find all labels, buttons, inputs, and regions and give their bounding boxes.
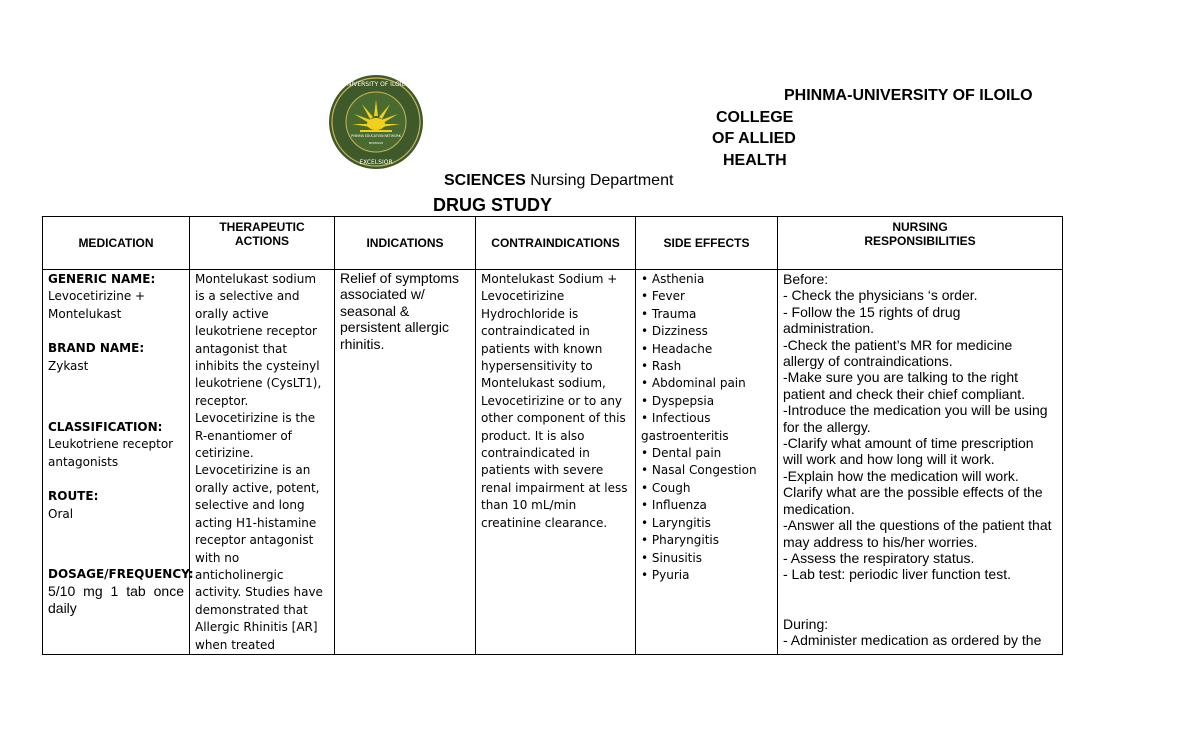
nursing-line: for the allergy. [783,418,871,435]
college-line-3: HEALTH [723,152,787,169]
classification-value: Leukotriene receptor antagonists [48,437,174,469]
nursing-line: Before: [783,271,829,287]
header-medication: MEDICATION [43,217,190,270]
side-effect-item: • Influenza [641,497,772,514]
classification-label: CLASSIFICATION: [48,420,163,435]
side-effect-item: • Asthenia [641,271,772,288]
side-effect-item: • Dizziness [641,323,772,340]
side-effect-item: • Pyuria [641,567,772,584]
generic-name-value: Levocetirizine + Montelukast [48,289,146,321]
nursing-line: - Check the physicians ‘s order. [783,287,978,304]
nursing-line: -Check the patient’s MR for medicine [783,336,1013,353]
side-effect-item: • Trauma [641,306,772,323]
nursing-line: may address to his/her worries. [783,533,978,550]
college-line-2: OF ALLIED [712,130,796,147]
drug-study-table [42,216,1063,655]
header-indications: INDICATIONS [335,217,476,270]
side-effect-item: • Dental pain [641,445,772,462]
side-effect-item: • Fever [641,288,772,305]
side-effect-item: • Sinusitis [641,550,772,567]
table-header-row [43,217,1063,270]
header-nursing-responsibilities: NURSING RESPONSIBILITIES [778,217,1063,270]
side-effect-item: • Nasal Congestion [641,462,772,479]
svg-text:UNIVERSITY OF ILOILO: UNIVERSITY OF ILOILO [342,81,410,88]
svg-text:MCMXLVII: MCMXLVII [368,141,384,145]
nursing-responsibilities-list [778,270,1062,648]
nursing-line: - Assess the respiratory status. [783,549,975,566]
route-value: Oral [48,506,74,521]
brand-name-value: Zykast [48,358,89,373]
svg-text:EXCELSIOR: EXCELSIOR [359,159,393,166]
brand-name-label: BRAND NAME: [48,341,145,356]
nursing-line: Clarify what are the possible effects of the [783,484,1043,501]
contraindications-cell: Montelukast Sodium + Levocetirizine Hydrochloride is contraindicated in patients with known hypersensitivity to Montelukast sodium, Levocetirizine or to any other component of this product. It is also contraindicated in patients with severe renal impairment at less than 10 mL/min creatinine clearance. [476,270,636,655]
nursing-line: patient and check their chief compliant. [783,385,1026,402]
nursing-line: - Follow the 15 rights of drug [783,303,961,320]
svg-text:PHINMA EDUCATION NETWORK: PHINMA EDUCATION NETWORK [351,134,401,138]
therapeutic-actions-cell: Montelukast sodium is a selective and orally active leukotriene receptor antagonist that inhibits the cysteinyl leukotriene (CysLT1), receptor. Levocetirizine is the R-enantiomer of cetirizine. Levocetirizine is an orally active, potent, selective and long acting H1-histamine receptor antagonist with no anticholinergic activity. Studies have demonstrated that Allergic Rhinitis [AR] when treated [190,270,335,655]
nursing-line [783,599,1057,615]
nursing-line: - Lab test: periodic liver function test. [783,566,1011,583]
side-effect-item: • Headache [641,341,772,358]
nursing-line: allergy of contraindications. [783,353,953,370]
indications-cell: Relief of symptoms associated w/ seasonal & persistent allergic rhinitis. [335,270,476,655]
university-seal-logo [328,74,424,170]
side-effect-item: • Pharyngitis [641,532,772,549]
nursing-line: administration. [783,320,875,337]
institution-name: PHINMA-UNIVERSITY OF ILOILO [784,87,1033,104]
side-effect-item: • Infectious gastroenteritis [641,410,772,445]
header-side-effects: SIDE EFFECTS [636,217,778,270]
header-contraindications: CONTRAINDICATIONS [476,217,636,270]
table-row [43,270,1063,655]
nursing-line [783,583,1057,599]
college-line-1: COLLEGE [716,109,794,126]
nursing-line: -Explain how the medication will work. [783,467,1019,484]
nursing-line: medication. [783,500,855,517]
header-therapeutic-actions: THERAPEUTIC ACTIONS [190,217,335,270]
nursing-line: -Answer all the questions of the patient that [783,517,1052,534]
dosage-label: DOSAGE/FREQUENCY: [48,567,194,582]
generic-name-label: GENERIC NAME: [48,272,156,286]
medication-cell [43,270,194,655]
nursing-line: -Make sure you are talking to the right [783,369,1019,386]
side-effect-item: • Laryngitis [641,515,772,532]
side-effect-item: • Cough [641,480,772,497]
nursing-line: During: [783,615,829,632]
side-effect-item: • Rash [641,358,772,375]
side-effect-item: • Dyspepsia [641,393,772,410]
nursing-line: will work and how long will it work. [783,451,995,468]
nursing-line: -Introduce the medication you will be using [783,402,1048,419]
document-title: DRUG STUDY [433,195,553,215]
side-effect-item: • Abdominal pain [641,375,772,392]
dosage-value: 5/10 mg 1 tab once daily [48,583,184,616]
nursing-responsibilities-cell [778,270,1063,655]
nursing-line: - Administer medication as ordered by the [783,631,1042,648]
nursing-line: -Clarify what amount of time prescription [783,435,1034,452]
side-effects-cell [636,270,778,655]
route-label: ROUTE: [48,489,99,504]
side-effects-list [636,270,777,584]
department-line: SCIENCES Nursing Department [444,172,674,189]
